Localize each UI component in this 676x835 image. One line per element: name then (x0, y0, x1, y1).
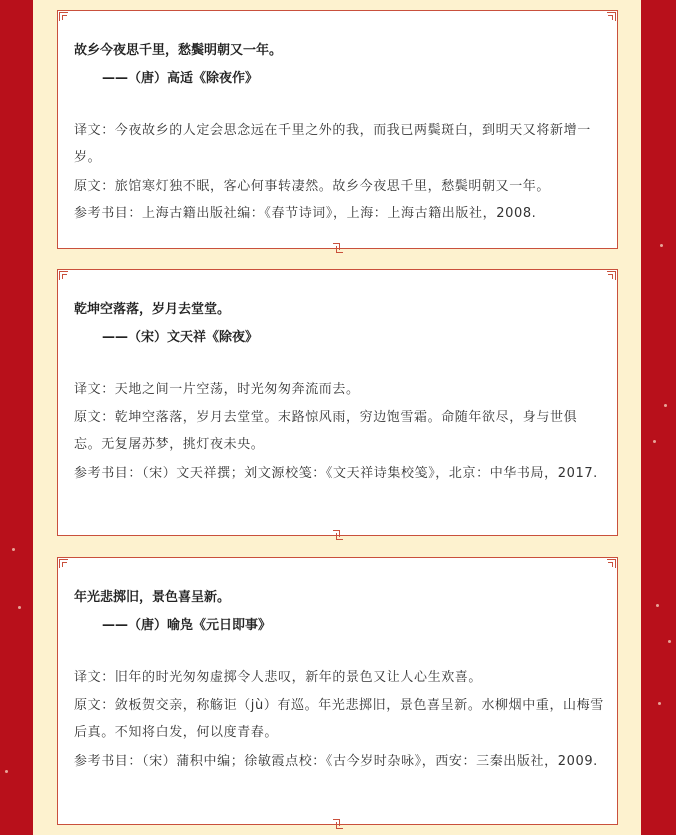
poem-reference: 参考书目：（宋）文天祥撰；刘文源校笺：《文天祥诗集校笺》，北京：中华书局，2017. (74, 466, 598, 481)
decor-speck (660, 244, 663, 247)
poem-card (57, 269, 618, 536)
decor-speck (653, 440, 656, 443)
corner-ornament (607, 559, 616, 568)
decor-speck (18, 606, 21, 609)
knot-ornament (333, 530, 343, 540)
poem-reference: 参考书目：（宋）蒲积中编；徐敏霞点校：《古今岁时杂咏》，西安：三秦出版社，2009. (74, 754, 598, 769)
corner-ornament (59, 12, 68, 21)
poem-card (57, 557, 618, 825)
decor-speck (664, 404, 667, 407)
corner-ornament (59, 559, 68, 568)
poem-translation: 译文：天地之间一片空荡，时光匆匆奔流而去。 (74, 382, 360, 397)
poem-reference: 参考书目：上海古籍出版社编：《春节诗词》，上海：上海古籍出版社，2008. (74, 206, 537, 221)
poem-card (57, 10, 618, 249)
poem-source: ——（宋）文天祥《除夜》 (102, 330, 259, 345)
corner-ornament (59, 271, 68, 280)
knot-ornament (333, 819, 343, 829)
poem-quote: 乾坤空落落，岁月去堂堂。 (74, 302, 231, 317)
poem-source: ——（唐）高适《除夜作》 (102, 71, 259, 86)
decor-speck (658, 702, 661, 705)
poem-original: 原文：旅馆寒灯独不眠，客心何事转凄然。故乡今夜思千里，愁鬓明朝又一年。 (74, 179, 551, 194)
poem-original: 原文：乾坤空落落，岁月去堂堂。末路惊风雨，穷边饱雪霜。命随年欲尽，身与世俱忘。无复屠苏梦，挑灯夜未央。 (74, 410, 578, 452)
poem-quote: 故乡今夜思千里，愁鬓明朝又一年。 (74, 43, 283, 58)
decor-speck (656, 604, 659, 607)
poem-quote: 年光悲掷旧，景色喜呈新。 (74, 590, 231, 605)
knot-ornament (333, 243, 343, 253)
decor-speck (668, 640, 671, 643)
corner-ornament (607, 12, 616, 21)
poem-translation: 译文：旧年的时光匆匆虚掷令人悲叹，新年的景色又让人心生欢喜。 (74, 670, 483, 685)
decor-speck (12, 548, 15, 551)
poem-translation: 译文：今夜故乡的人定会思念远在千里之外的我，而我已两鬓斑白，到明天又将新增一岁。 (74, 123, 591, 165)
poem-source: ——（唐）喻凫《元日即事》 (102, 618, 272, 633)
poem-original: 原文：敛板贺交亲，称觞讵（jù）有巡。年光悲掷旧，景色喜呈新。水柳烟中重，山梅雪后真。不知将白发，何以度青春。 (74, 698, 604, 740)
corner-ornament (607, 271, 616, 280)
decor-speck (5, 770, 8, 773)
